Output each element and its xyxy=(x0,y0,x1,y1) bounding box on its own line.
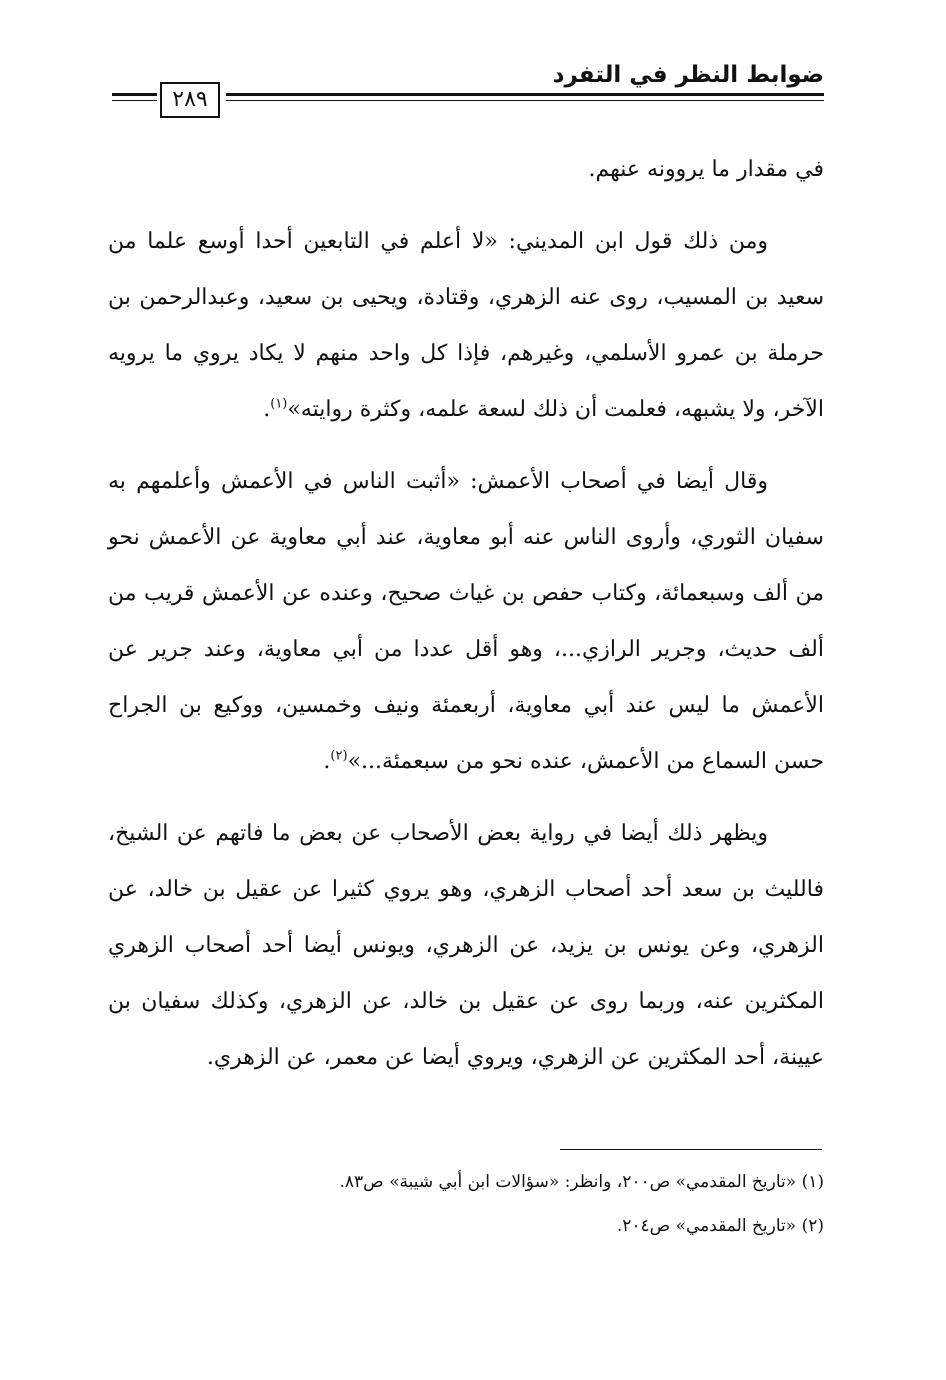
body-text xyxy=(108,142,824,1102)
footnote-1: (١) «تاريخ المقدمي» ص٢٠٠، وانظر: «سؤالات ابن أبي شيبة» ص٨٣. xyxy=(339,1172,824,1192)
paragraph-al-zuhri: ويظهر ذلك أيضا في رواية بعض الأصحاب عن بعض ما فاتهم عن الشيخ، فالليث بن سعد أحد أصحاب الزهري، وهو يروي كثيرا عن عقيل بن خالد، عن الزهري، وعن يونس بن يزيد، عن الزهري، ويونس أيضا أحد أصحاب الزهري المكثرين عنه، وربما روى عن عقيل بن خالد، عن الزهري، وكذلك سفيان بن عيينة، أحد المكثرين عن الزهري، ويروي أيضا عن معمر، عن الزهري. xyxy=(108,821,824,1070)
paragraph-al-amash xyxy=(108,454,824,790)
paragraph-text: وقال أيضا في أصحاب الأعمش: «أثبت الناس في الأعمش وأعلمهم به سفيان الثوري، وأروى الناس عنه أبو معاوية، عند أبي معاوية عن الأعمش نحو من ألف وسبعمائة، وكتاب حفص بن غياث صحيح، وعنده عن الأعمش قريب من ألف حديث، وجرير الرازي...، وهو أقل عددا من أبي معاوية، وعند جرير عن الأعمش ما ليس عند أبي معاوية، أربعمئة ونيف وخمسين، ووكيع بن الجراح حسن السماع من الأعمش، عنده نحو من سبعمئة...» xyxy=(108,469,824,774)
footnote-separator xyxy=(560,1149,822,1150)
header-rule-right xyxy=(226,93,824,101)
paragraph-text: ومن ذلك قول ابن المديني: «لا أعلم في التابعين أحدا أوسع علما من سعيد بن المسيب، روى عنه الزهري، وقتادة، ويحيى بن سعيد، وعبدالرحمن بن حرملة بن عمرو الأسلمي، وغيرهم، فإذا كل واحد منهم لا يكاد يروي ما يرويه الآخر، ولا يشبهه، فعلمت أن ذلك لسعة علمه، وكثرة روايته» xyxy=(108,229,824,422)
header-rule-left xyxy=(112,93,157,101)
running-title: ضوابط النظر في التفرد xyxy=(552,62,824,88)
paragraph-continuation: في مقدار ما يروونه عنهم. xyxy=(588,157,824,182)
footnote-ref-2[interactable]: (٢) xyxy=(330,748,348,764)
footnotes xyxy=(108,1170,824,1258)
footnote-ref-1[interactable]: (١) xyxy=(270,396,288,412)
sentence-end: . xyxy=(263,397,271,422)
sentence-end: . xyxy=(323,749,331,774)
page-number: ٢٨٩ xyxy=(160,82,220,118)
footnote-2: (٢) «تاريخ المقدمي» ص٢٠٤. xyxy=(616,1216,824,1236)
paragraph-ibn-al-madini xyxy=(108,214,824,438)
